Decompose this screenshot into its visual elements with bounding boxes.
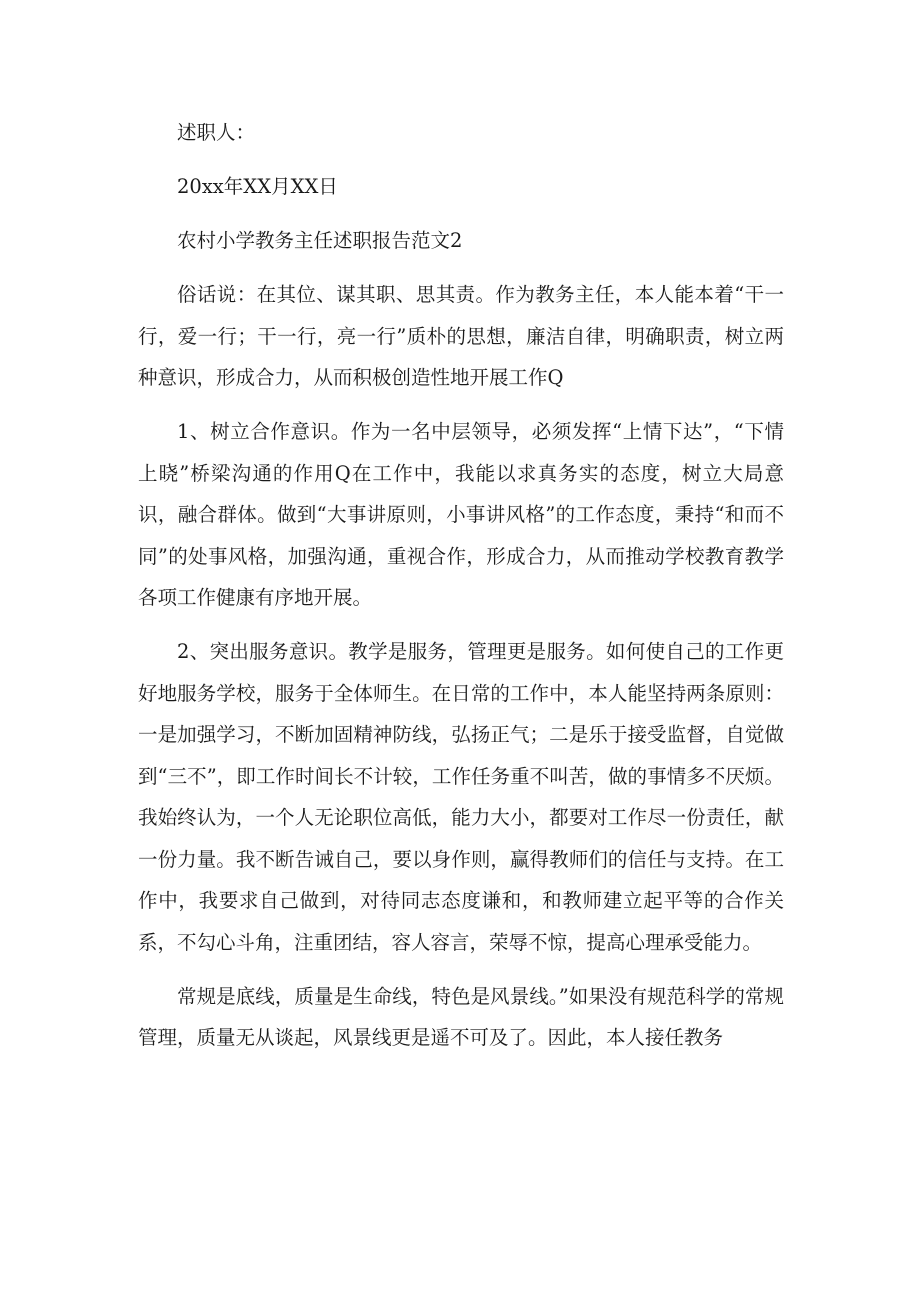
paragraph-intro: 俗话说：在其位、谋其职、思其责。作为教务主任，本人能本着“干一行，爱一行；干一行，亮一行”质朴的思想，廉洁自律，明确职责，树立两种意识，形成合力，从而积极创造性地开展工作Q: [138, 283, 784, 389]
signature-label: 述职人：: [177, 121, 256, 144]
paragraph-cooperation: 1、树立合作意识。作为一名中层领导，必须发挥“上情下达”，“下情上晓”桥梁沟通的作用Q在工作中，我能以求真务实的态度，树立大局意识，融合群体。做到“大事讲原则，小事讲风格”的工作态度，秉持“和而不同”的处事风格，加强沟通，重视合作，形成合力，从而推动学校教育教学各项工作健康有序地开展。: [138, 420, 784, 609]
section-title: 农村小学教务主任述职报告范文2: [177, 229, 463, 252]
report-date: 20xx年XX月XX日: [177, 175, 338, 198]
paragraph-routine: 常规是底线，质量是生命线，特色是风景线。”如果没有规范科学的常规管理，质量无从谈起，风景线更是遥不可及了。因此，本人接任教务: [138, 984, 784, 1049]
document-body: [138, 112, 784, 1059]
paragraph-service: 2、突出服务意识。教学是服务，管理更是服务。如何使自己的工作更好地服务学校，服务于全体师生。在日常的工作中，本人能坚持两条原则：一是加强学习，不断加固精神防线，弘扬正气；二是乐于接受监督，自觉做到“三不”，即工作时间长不计较，工作任务重不叫苦，做的事情多不厌烦。我始终认为，一个人无论职位高低，能力大小，都要对工作尽一份责任，献一份力量。我不断告诫自己，要以身作则，赢得教师们的信任与支持。在工作中，我要求自己做到，对待同志态度谦和，和教师建立起平等的合作关系，不勾心斗角，注重团结，容人容言，荣辱不惊，提高心理承受能力。: [138, 640, 784, 954]
